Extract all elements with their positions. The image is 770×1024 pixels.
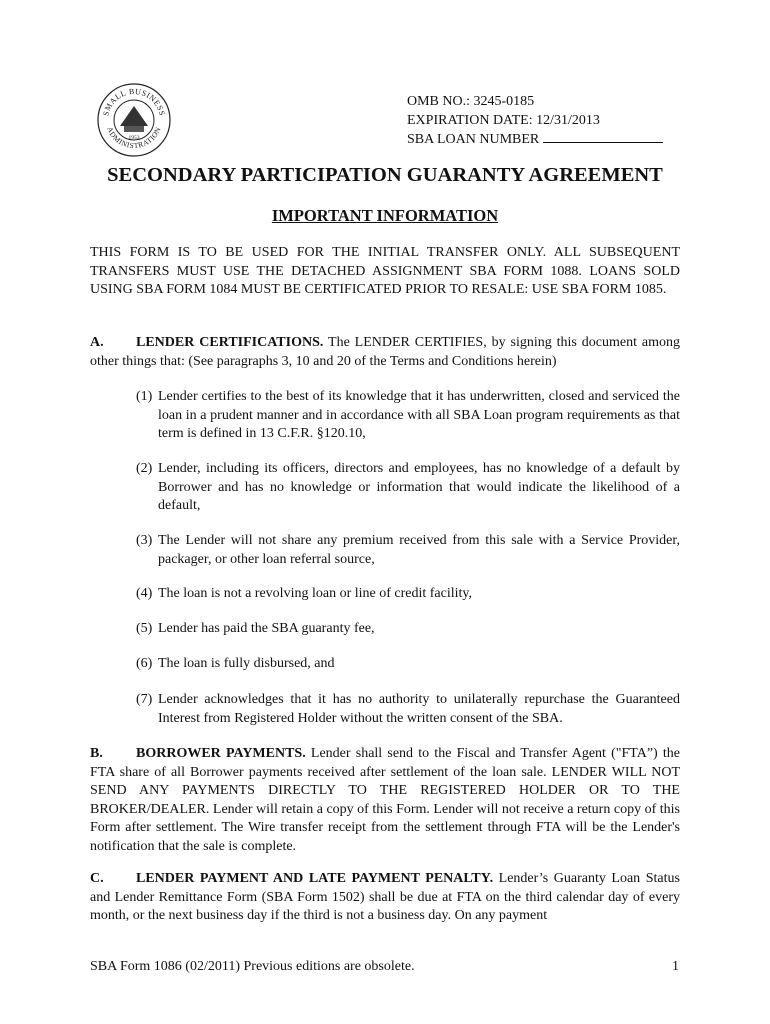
section-b-label: B. [90, 746, 103, 761]
section-c-label: C. [90, 871, 104, 886]
svg-text:ADMINISTRATION: ADMINISTRATION [105, 125, 163, 151]
list-item: (6) The loan is fully disbursed, and [136, 656, 335, 671]
list-item: (7) Lender acknowledges that it has no authority to unilaterally repurchase the Guaranteed Interest from Registered Holder without the written consent of the SBA. [136, 692, 680, 726]
section-a-text: The LENDER CERTIFIES, by signing this document among other things that: (See paragraphs 3, 10 and 20 of the Terms and Conditions herein) [90, 335, 680, 369]
section-b [90, 745, 680, 856]
section-c-text: Lender’s Guaranty Loan Status and Lender Remittance Form (SBA Form 1502) shall be due at FTA on the third calendar day of every month, or the next business day if the third is not a business day. On any payment [90, 871, 680, 923]
form-footer: SBA Form 1086 (02/2011) Previous editions are obsolete. [90, 959, 415, 974]
sba-loan-number-label: SBA LOAN NUMBER [407, 132, 540, 147]
section-c [90, 870, 680, 926]
omb-number: OMB NO.: 3245-0185 [407, 94, 535, 109]
intro-paragraph: THIS FORM IS TO BE USED FOR THE INITIAL TRANSFER ONLY. ALL SUBSEQUENT TRANSFERS MUST USE THE DETACHED ASSIGNMENT SBA FORM 1088. LOANS SOLD USING SBA FORM 1084 MUST BE CERTIFICATED PRIOR TO RESALE: USE SBA FORM 1085. [90, 245, 680, 297]
sba-seal-logo [96, 82, 172, 158]
svg-text:SMALL BUSINESS: SMALL BUSINESS [101, 86, 167, 117]
document-title: SECONDARY PARTICIPATION GUARANTY AGREEMENT [107, 164, 663, 186]
list-item: (2) Lender, including its officers, directors and employees, has no knowledge of a default by Borrower and has no knowledge or information that would indicate the likelihood of a default, [136, 461, 680, 513]
list-item: (4) The loan is not a revolving loan or line of credit facility, [136, 586, 472, 601]
sba-loan-number-blank[interactable] [543, 130, 663, 143]
expiration-date: EXPIRATION DATE: 12/31/2013 [407, 112, 600, 128]
section-c-heading: LENDER PAYMENT AND LATE PAYMENT PENALTY. [136, 871, 494, 886]
important-information-heading: IMPORTANT INFORMATION [271, 206, 499, 225]
omb-block [407, 93, 663, 150]
section-b-heading: BORROWER PAYMENTS. [136, 746, 306, 761]
page-number: 1 [672, 959, 679, 974]
list-item: (1) Lender certifies to the best of its knowledge that it has underwritten, closed and serviced the loan in a prudent manner and in accordance with all SBA Loan program requirements as that term is defined in 13 C.F.R. §120.10, [136, 389, 680, 441]
section-a-label: A. [90, 335, 104, 350]
list-item: (3) The Lender will not share any premium received from this sale with a Service Provider, packager, or other loan referral source, [136, 533, 680, 567]
section-a [90, 334, 680, 371]
list-item: (5) Lender has paid the SBA guaranty fee, [136, 621, 375, 636]
section-b-text: Lender shall send to the Fiscal and Transfer Agent ("FTA”) the FTA share of all Borrower payments received after settlement of the loan sale. LENDER WILL NOT SEND ANY PAYMENTS DIRECTLY TO THE REGISTERED HOLDER OR TO THE BROKER/DEALER. Lender will retain a copy of this Form. Lender will not receive a return copy of this Form after settlement. The Wire transfer receipt from the settlement through FTA will be the Lender's notification that the sale is complete. [90, 746, 680, 854]
svg-text:1953: 1953 [128, 135, 140, 141]
section-a-heading: LENDER CERTIFICATIONS. [136, 335, 324, 350]
sba-loan-number-line [407, 130, 663, 150]
